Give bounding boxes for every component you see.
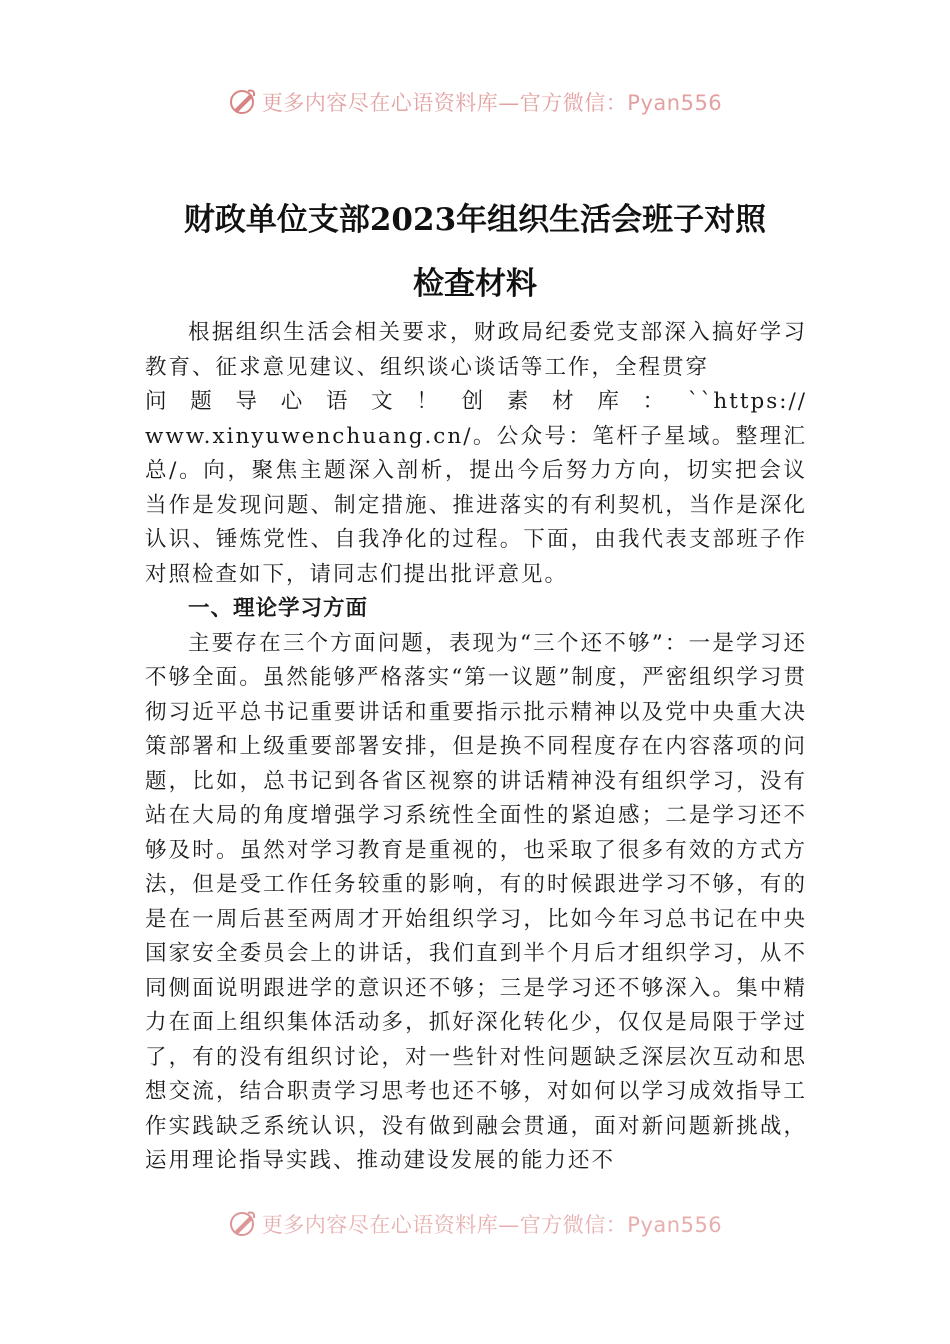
intro-paragraph-part-1 <box>145 316 807 385</box>
document-title <box>120 188 830 316</box>
section-1-heading: 一、理论学习方面 <box>188 596 369 621</box>
pen-logo-icon <box>228 1208 258 1243</box>
title-line-1: 财政单位支部2023年组织生活会班子对照 <box>183 202 767 238</box>
watermark-top <box>0 86 950 121</box>
watermark-text: 更多内容尽在心语资料库—官方微信：Pyan556 <box>261 91 723 115</box>
title-line-2: 检查材料 <box>413 266 537 302</box>
pen-logo-icon <box>228 86 258 121</box>
intro-spread-line: 问题导心语文！创素材库：``https:// <box>145 389 807 414</box>
watermark-bottom <box>0 1208 950 1243</box>
watermark-text: 更多内容尽在心语资料库—官方微信：Pyan556 <box>261 1213 723 1237</box>
document-body <box>145 316 807 1179</box>
intro-text-1: 根据组织生活会相关要求，财政局纪委党支部深入搞好学习教育、征求意见建议、组织谈心谈话等工作，全程贯穿 <box>145 320 807 380</box>
section-1-paragraph: 主要存在三个方面问题，表现为“三个还不够”：一是学习还不够全面。虽然能够严格落实“第一议题”制度，严密组织学习贯彻习近平总书记重要讲话和重要指示批示精神以及党中央重大决策部署和上级重要部署安排，但是换不同程度存在内容落项的问题，比如，总书记到各省区视察的讲话精神没有组织学习，没有站在大局的角度增强学习系统性全面性的紧迫感；二是学习还不够及时。虽然对学习教育是重视的，也采取了很多有效的方式方法，但是受工作任务较重的影响，有的时候跟进学习不够，有的是在一周后甚至两周才开始组织学习，比如今年习总书记在中央国家安全委员会上的讲话，我们直到半个月后才组织学习，从不同侧面说明跟进学的意识还不够；三是学习还不够深入。集中精力在面上组织集体活动多，抓好深化转化少，仅仅是局限于学过了，有的没有组织讨论，对一些针对性问题缺乏深层次互动和思想交流，结合职责学习思考也还不够，对如何以学习成效指导工作实践缺乏系统认识，没有做到融会贯通，面对新问题新挑战，运用理论指导实践、推动建设发展的能力还不 <box>145 630 807 1173</box>
intro-paragraph-part-2: www.xinyuwenchuang.cn/。公众号：笔杆子星域。整理汇总/。向，聚焦主题深入剖析，提出今后努力方向，切实把会议当作是发现问题、制定措施、推进落实的有利契机，当作是深化认识、锤炼党性、自我净化的过程。下面，由我代表支部班子作对照检查如下，请同志们提出批评意见。 <box>145 423 807 587</box>
